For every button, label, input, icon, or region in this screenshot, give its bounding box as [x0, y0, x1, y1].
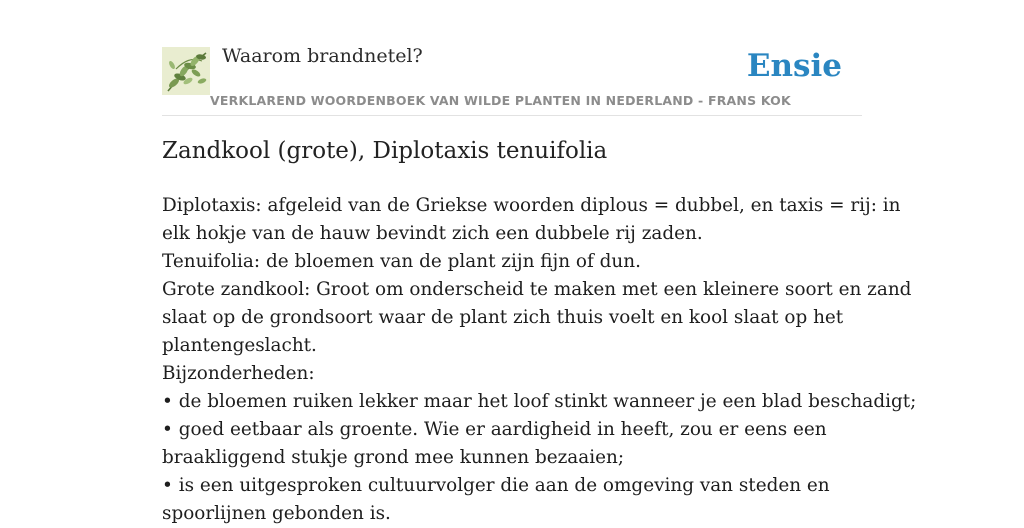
entry-line: slaat op de grondsoort waar de plant zich thuis voelt en kool slaat op het	[162, 307, 844, 328]
book-subtitle[interactable]: VERKLAREND WOORDENBOEK VAN WILDE PLANTEN IN NEDERLAND - FRANS KOK	[210, 93, 791, 108]
entry-body	[162, 192, 917, 528]
entry-line: braakliggend stukje grond mee kunnen bezaaien;	[162, 447, 625, 468]
entry-line: • is een uitgesproken cultuurvolger die aan de omgeving van steden en	[162, 475, 830, 496]
ensie-logo[interactable]: Ensie	[746, 48, 842, 84]
entry-line: plantengeslacht.	[162, 335, 317, 356]
entry-title: Zandkool (grote), Diplotaxis tenuifolia	[162, 138, 608, 164]
entry-line: elk hokje van de hauw bevindt zich een dubbele rij zaden.	[162, 223, 703, 244]
entry-line: • goed eetbaar als groente. Wie er aardigheid in heeft, zou er eens een	[162, 419, 827, 440]
entry-line: Grote zandkool: Groot om onderscheid te maken met een kleinere soort en zand	[162, 279, 912, 300]
entry-line: spoorlijnen gebonden is.	[162, 503, 391, 524]
book-title[interactable]: Waarom brandnetel?	[222, 45, 423, 67]
book-header	[162, 40, 862, 116]
entry-line: • de bloemen ruiken lekker maar het loof stinkt wanneer je een blad beschadigt;	[162, 391, 917, 412]
entry-line: Diplotaxis: afgeleid van de Griekse woorden diplous = dubbel, en taxis = rij: in	[162, 195, 901, 216]
leaf-branch-icon[interactable]	[162, 47, 210, 95]
entry-line: Tenuifolia: de bloemen van de plant zijn fijn of dun.	[162, 251, 641, 272]
entry-line: Bijzonderheden:	[162, 363, 315, 384]
